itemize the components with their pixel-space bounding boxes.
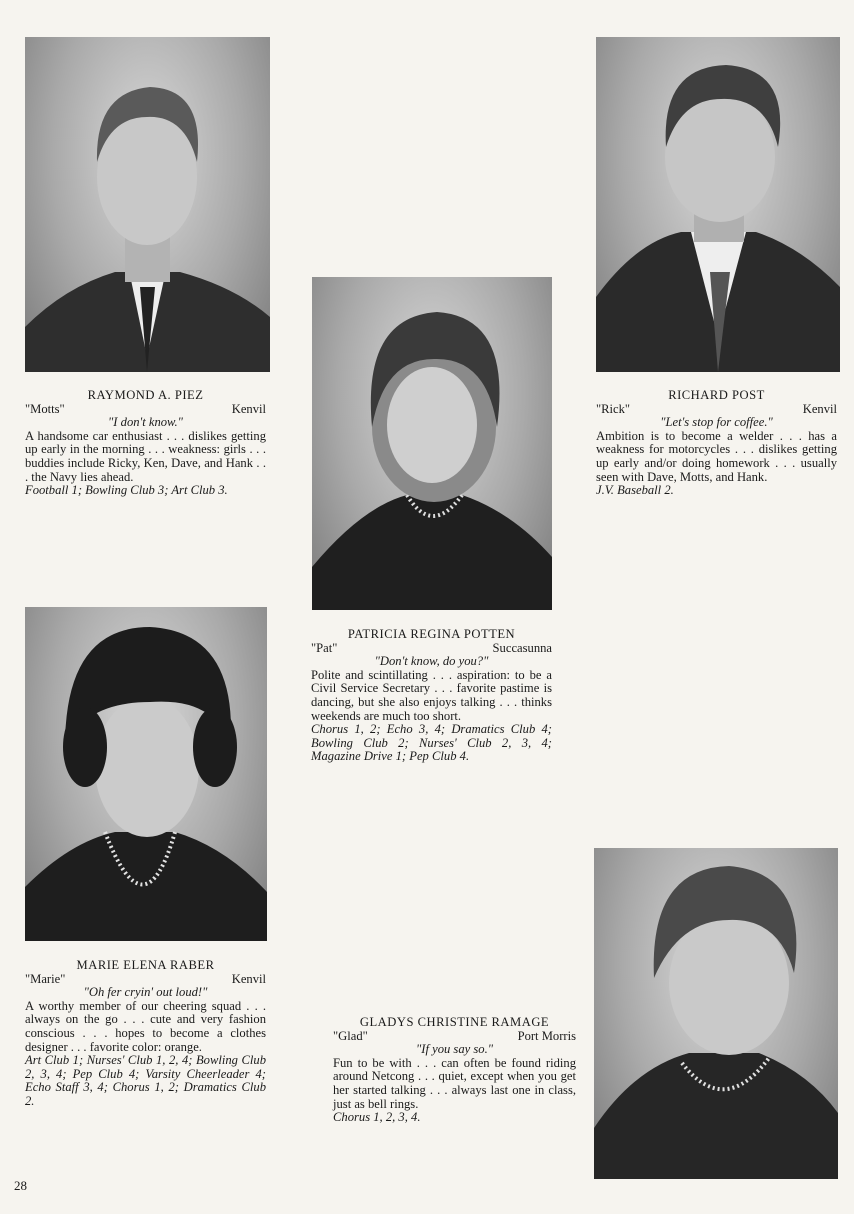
senior-name: MARIE ELENA RABER bbox=[76, 958, 215, 972]
senior-activities: Art Club 1; Nurses' Club 1, 2, 4; Bowling Club 2, 3, 4; Pep Club 4; Varsity Cheerleader 4; Echo Staff 3, 4; Chorus 1, 2; Dramatics Club 2. bbox=[25, 1053, 266, 1108]
senior-activities: Chorus 1, 2; Echo 3, 4; Dramatics Club 4; Bowling Club 2; Nurses' Club 2, 3, 4; Magazine Drive 1; Pep Club 4. bbox=[311, 722, 552, 764]
nickname-row bbox=[596, 403, 837, 417]
senior-name: RAYMOND A. PIEZ bbox=[87, 388, 204, 402]
senior-nickname: "Motts" bbox=[25, 401, 65, 416]
senior-description: A handsome car enthusiast . . . dislikes getting up early in the morning . . . weakness: girls . . . buddies include Ricky, Ken, Dave, and Hank . . . the Navy lies ahead. bbox=[25, 428, 266, 484]
senior-name: PATRICIA REGINA POTTEN bbox=[347, 627, 516, 641]
senior-nickname: "Marie" bbox=[25, 971, 66, 986]
senior-town: Kenvil bbox=[231, 971, 266, 986]
senior-activities: Chorus 1, 2, 3, 4. bbox=[333, 1110, 421, 1125]
senior-town: Succasunna bbox=[492, 640, 552, 655]
nickname-row bbox=[333, 1030, 576, 1044]
senior-description: Polite and scintillating . . . aspiration: to be a Civil Service Secretary . . . favorite pastime is dancing, but she also enjoys talking . . . thinks weekends are much too short. bbox=[311, 667, 552, 723]
senior-entry-richard-post bbox=[596, 389, 837, 498]
portrait-gladys-ramage bbox=[594, 848, 838, 1179]
portrait-raymond-piez bbox=[25, 37, 270, 372]
senior-entry-marie-raber bbox=[25, 959, 266, 1109]
senior-description: A worthy member of our cheering squad . . . always on the go . . . cute and very fashion conscious . . . hopes to become a clothes designer . . . favorite color: orange. bbox=[25, 998, 266, 1054]
senior-name: RICHARD POST bbox=[668, 388, 765, 402]
nickname-row bbox=[311, 642, 552, 656]
page-number: 28 bbox=[14, 1178, 27, 1193]
senior-activities: J.V. Baseball 2. bbox=[596, 483, 674, 498]
senior-town: Port Morris bbox=[517, 1028, 576, 1043]
portrait-patricia-potten bbox=[312, 277, 552, 610]
senior-quote: "Don't know, do you?" bbox=[374, 654, 489, 669]
senior-description: Fun to be with . . . can often be found riding around Netcong . . . quiet, except when you get her started talking . . . always last one in class, just as bell rings. bbox=[333, 1055, 576, 1111]
senior-town: Kenvil bbox=[802, 401, 837, 416]
portrait-richard-post bbox=[596, 37, 840, 372]
senior-entry-gladys-ramage bbox=[333, 1016, 576, 1125]
portrait-marie-raber bbox=[25, 607, 267, 941]
nickname-row bbox=[25, 403, 266, 417]
senior-nickname: "Rick" bbox=[596, 401, 631, 416]
senior-quote: "Oh fer cryin' out loud!" bbox=[83, 985, 208, 1000]
senior-quote: "Let's stop for coffee." bbox=[660, 415, 773, 430]
senior-nickname: "Pat" bbox=[311, 640, 338, 655]
senior-quote: "If you say so." bbox=[415, 1042, 494, 1057]
senior-name: GLADYS CHRISTINE RAMAGE bbox=[359, 1015, 550, 1029]
senior-nickname: "Glad" bbox=[333, 1028, 368, 1043]
senior-description: Ambition is to become a welder . . . has a weakness for motorcycles . . . dislikes getting up early and/or doing homework . . . usually seen with Dave, Motts, and Hank. bbox=[596, 428, 837, 484]
nickname-row bbox=[25, 973, 266, 987]
senior-entry-patricia-potten bbox=[311, 628, 552, 764]
senior-town: Kenvil bbox=[231, 401, 266, 416]
senior-entry-raymond-piez bbox=[25, 389, 266, 498]
senior-quote: "I don't know." bbox=[108, 415, 183, 430]
senior-activities: Football 1; Bowling Club 3; Art Club 3. bbox=[25, 483, 228, 498]
